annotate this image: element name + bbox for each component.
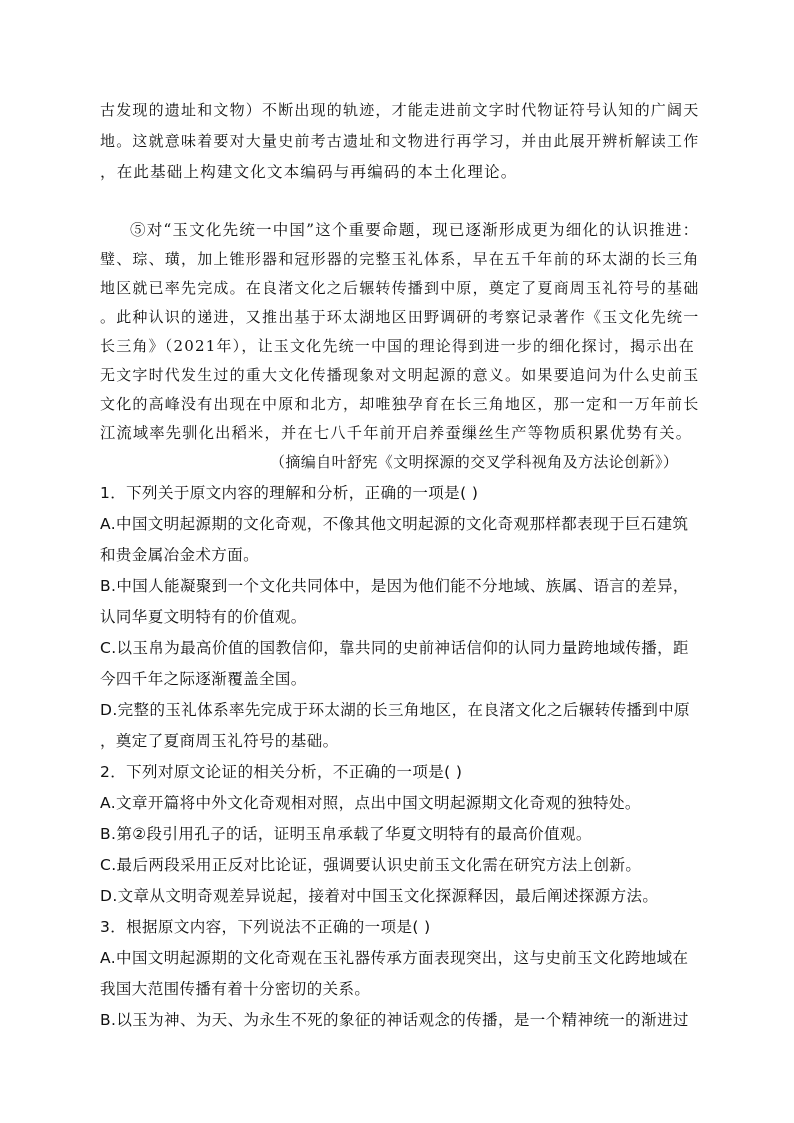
passage-line: 地。这就意味着要对大量史前考古遗址和文物进行再学习，并由此展开辨析解读工作 xyxy=(100,132,700,150)
question-2-option-c: C.最后两段采用正反对比论证，强调要认识史前玉文化需在研究方法上创新。 xyxy=(100,856,642,874)
passage-line: ，在此基础上构建文化文本编码与再编码的本土化理论。 xyxy=(100,163,518,181)
passage-line: 古发现的遗址和文物）不断出现的轨迹，才能走进前文字时代物证符号认知的广阔天 xyxy=(100,101,700,119)
question-1-option-b-cont: 认同华夏文明特有的价值观。 xyxy=(100,608,307,626)
question-1-stem: 1．下列关于原文内容的理解和分析，正确的一项是( ) xyxy=(100,484,479,502)
question-2-option-b: B.第②段引用孔子的话，证明玉帛承载了华夏文明特有的最高价值观。 xyxy=(100,825,592,843)
passage-line: 璧、琮、璜，加上锥形器和冠形器的完整玉礼体系，早在五千年前的环太湖的长三角 xyxy=(100,250,700,268)
question-3-option-a: A.中国文明起源期的文化奇观在玉礼器传承方面表现突出，这与史前玉文化跨地域在 xyxy=(100,949,689,967)
passage-line: 地区就已率先完成。在良渚文化之后辗转传播到中原，奠定了夏商周玉礼符号的基础 xyxy=(100,279,700,297)
passage-line: 长三角》（2021年），让玉文化先统一中国的理论得到进一步的细化探讨，揭示出在 xyxy=(100,337,695,355)
question-1-option-a-cont: 和贵金属冶金术方面。 xyxy=(100,546,260,564)
passage-line: 江流域率先驯化出稻米，并在七八千年前开启养蚕缫丝生产等物质积累优势有关。 xyxy=(100,424,693,442)
question-1-option-c-cont: 今四千年之际逐渐覆盖全国。 xyxy=(100,670,307,688)
passage-line: 文化的高峰没有出现在中原和北方，却唯独孕育在长三角地区，那一定和一万年前长 xyxy=(100,395,700,413)
question-1-option-d-cont: ，奠定了夏商周玉礼符号的基础。 xyxy=(100,732,339,750)
question-2-option-d: D.文章从文明奇观差异说起，接着对中国玉文化探源释因，最后阐述探源方法。 xyxy=(100,887,659,905)
passage-line: 无文字时代发生过的重大文化传播现象对文明起源的意义。如果要追问为什么史前玉 xyxy=(100,366,700,384)
question-3-option-a-cont: 我国大范围传播有着十分密切的关系。 xyxy=(100,980,371,998)
passage-paragraph-5-start: ⑤对“玉文化先统一中国”这个重要命题，现已逐渐形成更为细化的认识推进： xyxy=(130,221,700,239)
question-1-option-d: D.完整的玉礼体系率先完成于环太湖的长三角地区，在良渚文化之后辗转传播到中原 xyxy=(100,701,691,719)
question-3-option-b: B.以玉为神、为天、为永生不死的象征的神话观念的传播，是一个精神统一的渐进过 xyxy=(100,1011,689,1029)
question-2-option-a: A.文章开篇将中外文化奇观相对照，点出中国文明起源期文化奇观的独特处。 xyxy=(100,794,641,812)
question-3-stem: 3．根据原文内容，下列说法不正确的一项是( ) xyxy=(100,918,431,936)
question-1-option-b: B.中国人能凝聚到一个文化共同体中，是因为他们能不分地域、族属、语言的差异， xyxy=(100,577,689,595)
question-2-stem: 2．下列对原文论证的相关分析，不正确的一项是( ) xyxy=(100,763,463,781)
passage-source: （摘编自叶舒宪《文明探源的交叉学科视角及方法论创新》） xyxy=(270,453,679,471)
passage-line: 。此种认识的递进，又推出基于环太湖地区田野调研的考察记录著作《玉文化先统一 xyxy=(100,308,700,326)
question-1-option-c: C.以玉帛为最高价值的国教信仰，靠共同的史前神话信仰的认同力量跨地域传播，距 xyxy=(100,639,689,657)
question-1-option-a: A.中国文明起源期的文化奇观，不像其他文明起源的文化奇观那样都表现于巨石建筑 xyxy=(100,515,689,533)
